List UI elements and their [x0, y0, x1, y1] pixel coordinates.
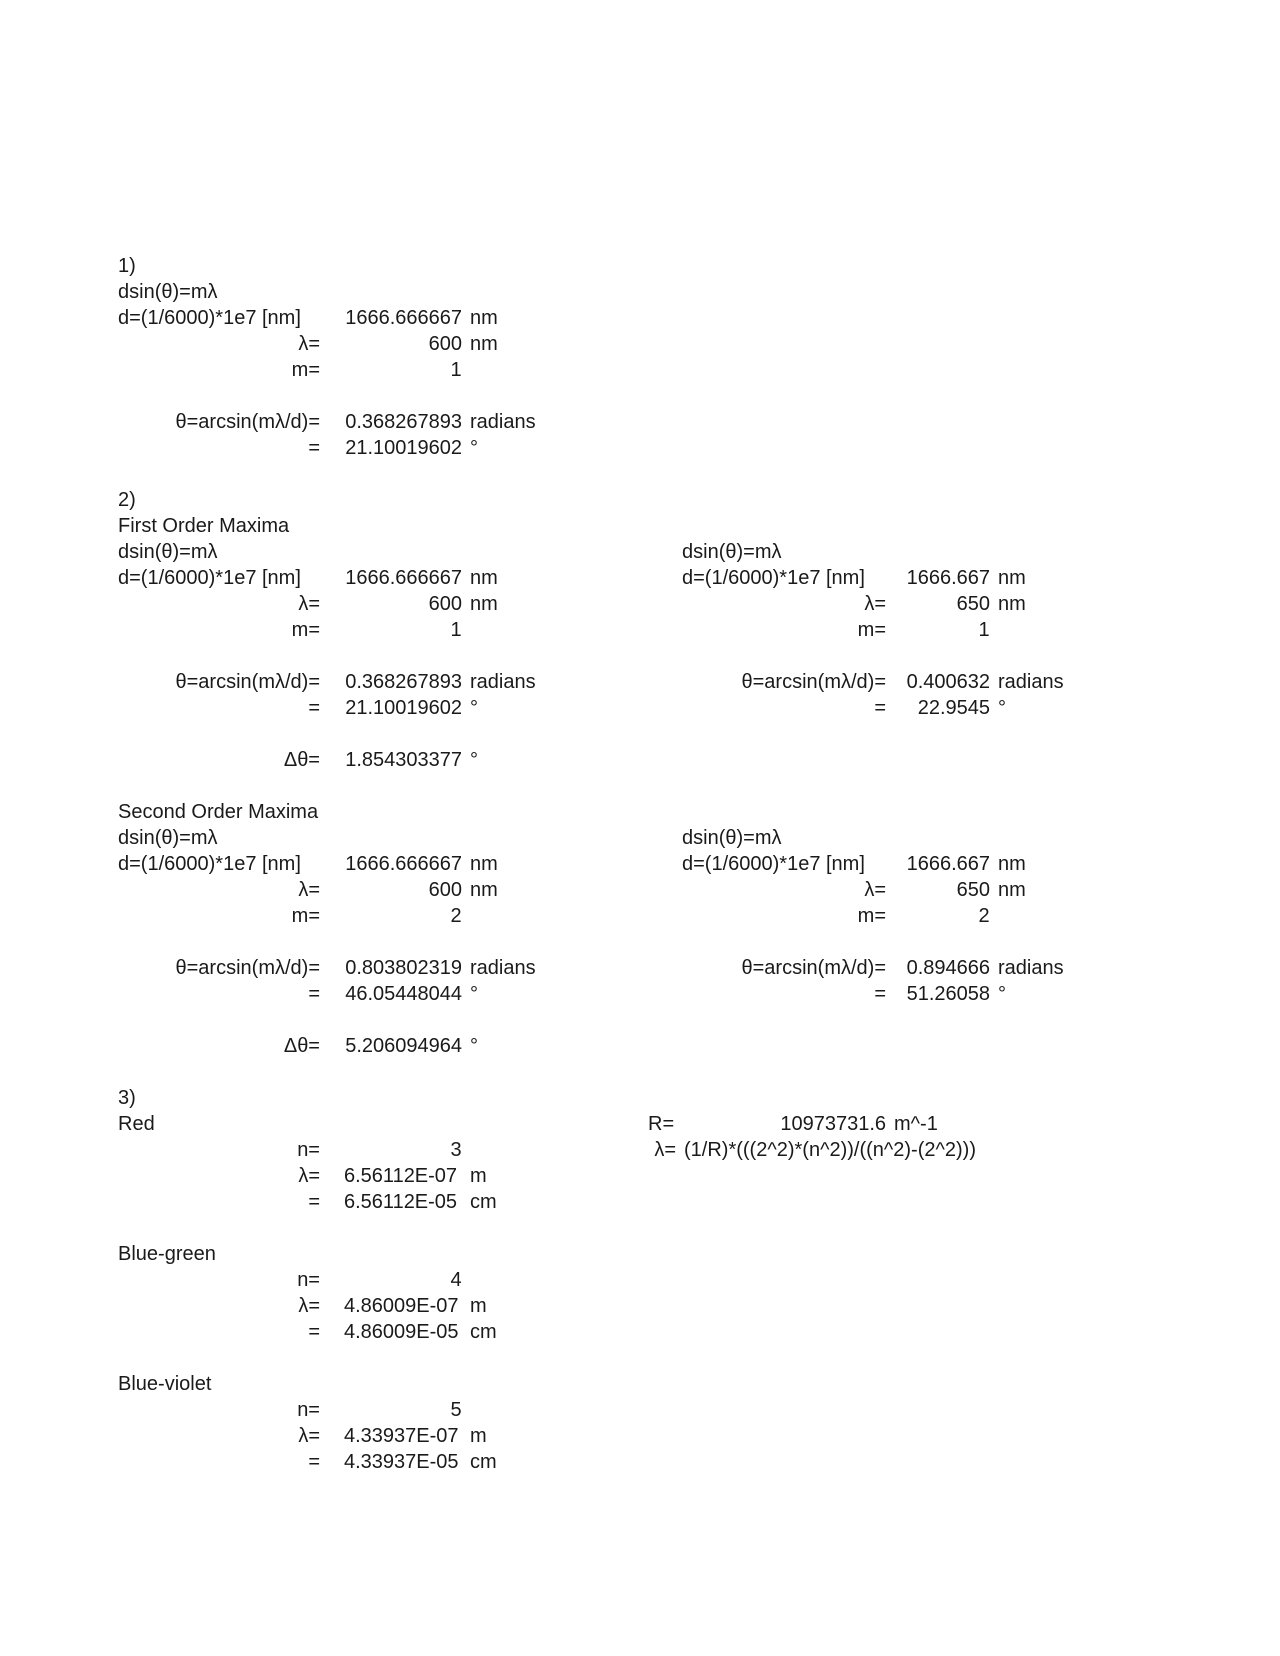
q3-unit-m: m	[470, 1295, 487, 1317]
q2-second-left-lambda-value: 600	[428, 879, 462, 901]
q2-label: 2)	[118, 489, 136, 511]
q1-lambda-value: 600	[428, 333, 462, 355]
q1-formula: dsin(θ)=mλ	[118, 281, 218, 303]
q3-R-value: 10973731.6	[780, 1113, 886, 1135]
q2-second-right-theta-label: θ=arcsin(mλ/d)=	[741, 957, 886, 979]
q2-first-left-theta-rad: 0.368267893	[345, 671, 462, 693]
q3-unit-cm: cm	[470, 1451, 497, 1473]
q2-second-right-d-unit: nm	[998, 853, 1026, 875]
q2-first-right-lambda-label: λ=	[864, 593, 886, 615]
q3-series-name: Red	[118, 1113, 155, 1135]
q2-second-right-theta-rad-unit: radians	[998, 957, 1064, 979]
q2-second-right-theta-deg: 51.26058	[906, 983, 990, 1005]
q2-second-delta-unit: °	[470, 1035, 478, 1057]
q2-second-left-theta-deg: 46.05448044	[345, 983, 462, 1005]
q2-second-left-m-label: m=	[291, 905, 320, 927]
q1-theta-label: θ=arcsin(mλ/d)=	[175, 411, 320, 433]
q2-second-heading: Second Order Maxima	[118, 801, 319, 823]
q3-lambda-formula: (1/R)*(((2^2)*(n^2))/((n^2)-(2^2)))	[684, 1139, 976, 1161]
q1-theta-rad: 0.368267893	[345, 411, 462, 433]
q2-second-delta-label: Δθ=	[283, 1035, 320, 1057]
q3-n-label: n=	[297, 1139, 320, 1161]
q2-first-left-theta-rad-unit: radians	[470, 671, 536, 693]
q2-first-right-theta-rad-unit: radians	[998, 671, 1064, 693]
q2-second-left-d-value: 1666.666667	[345, 853, 462, 875]
q2-second-right-theta-rad: 0.894666	[906, 957, 990, 979]
q2-second-left-theta-deg-unit: °	[470, 983, 478, 1005]
q2-second-left-m-value: 2	[450, 905, 462, 927]
q3-lambda-cm: 4.33937E-05	[344, 1451, 459, 1473]
q2-first-left-theta-deg-unit: °	[470, 697, 478, 719]
q1-lambda-unit: nm	[470, 333, 498, 355]
q2-first-left-lambda-label: λ=	[298, 593, 320, 615]
q2-first-right-lambda-value: 650	[956, 593, 990, 615]
q1-label: 1)	[118, 255, 136, 277]
q2-first-left-d-label: d=(1/6000)*1e7 [nm]	[118, 567, 301, 589]
q2-first-left-m-label: m=	[291, 619, 320, 641]
q2-second-delta-value: 5.206094964	[345, 1035, 462, 1057]
q2-first-delta-label: Δθ=	[283, 749, 320, 771]
q2-first-right-formula: dsin(θ)=mλ	[682, 541, 782, 563]
q2-second-left-lambda-label: λ=	[298, 879, 320, 901]
q2-first-delta-unit: °	[470, 749, 478, 771]
q3-R-unit: m^-1	[894, 1113, 938, 1135]
q3-lambda-label: λ=	[298, 1165, 320, 1187]
q2-first-right-d-label: d=(1/6000)*1e7 [nm]	[682, 567, 865, 589]
q3-eq-label: =	[308, 1191, 320, 1213]
q2-first-right-d-value: 1666.667	[906, 567, 990, 589]
q3-n-label: n=	[297, 1269, 320, 1291]
q3-n-value: 5	[450, 1399, 462, 1421]
q3-lambda-formula-label: λ=	[654, 1139, 676, 1161]
q3-unit-m: m	[470, 1165, 487, 1187]
q2-first-left-formula: dsin(θ)=mλ	[118, 541, 218, 563]
q3-n-value: 4	[450, 1269, 462, 1291]
q2-second-left-d-unit: nm	[470, 853, 498, 875]
q3-unit-m: m	[470, 1425, 487, 1447]
q3-unit-cm: cm	[470, 1321, 497, 1343]
q1-m-value: 1	[450, 359, 462, 381]
q3-series-name: Blue-violet	[118, 1373, 212, 1395]
q3-lambda-label: λ=	[298, 1295, 320, 1317]
q1-theta-deg: 21.10019602	[345, 437, 462, 459]
q2-first-right-eq-label: =	[874, 697, 886, 719]
q2-first-right-lambda-unit: nm	[998, 593, 1026, 615]
q1-theta-rad-unit: radians	[470, 411, 536, 433]
q2-first-right-theta-rad: 0.400632	[906, 671, 990, 693]
q2-second-left-lambda-unit: nm	[470, 879, 498, 901]
q1-d-label: d=(1/6000)*1e7 [nm]	[118, 307, 301, 329]
q2-first-left-d-value: 1666.666667	[345, 567, 462, 589]
q2-first-left-theta-deg: 21.10019602	[345, 697, 462, 719]
q2-second-left-eq-label: =	[308, 983, 320, 1005]
q3-label: 3)	[118, 1087, 136, 1109]
q2-second-left-theta-rad: 0.803802319	[345, 957, 462, 979]
q2-first-left-d-unit: nm	[470, 567, 498, 589]
q2-second-right-eq-label: =	[874, 983, 886, 1005]
q2-second-right-d-value: 1666.667	[906, 853, 990, 875]
q2-second-right-lambda-label: λ=	[864, 879, 886, 901]
q2-first-right-theta-deg: 22.9545	[917, 697, 990, 719]
q2-second-left-d-label: d=(1/6000)*1e7 [nm]	[118, 853, 301, 875]
q3-lambda-label: λ=	[298, 1425, 320, 1447]
q1-theta-deg-unit: °	[470, 437, 478, 459]
q3-R-label: R=	[648, 1113, 675, 1135]
q3-n-value: 3	[450, 1139, 462, 1161]
q2-first-left-eq-label: =	[308, 697, 320, 719]
q2-second-left-formula: dsin(θ)=mλ	[118, 827, 218, 849]
q1-m-label: m=	[291, 359, 320, 381]
q2-first-left-theta-label: θ=arcsin(mλ/d)=	[175, 671, 320, 693]
q2-second-right-d-label: d=(1/6000)*1e7 [nm]	[682, 853, 865, 875]
q3-unit-cm: cm	[470, 1191, 497, 1213]
q3-n-label: n=	[297, 1399, 320, 1421]
q3-eq-label: =	[308, 1321, 320, 1343]
q3-lambda-m: 4.33937E-07	[344, 1425, 459, 1447]
q2-first-right-theta-label: θ=arcsin(mλ/d)=	[741, 671, 886, 693]
q2-first-left-m-value: 1	[450, 619, 462, 641]
q2-first-heading: First Order Maxima	[118, 515, 290, 537]
q2-second-right-lambda-value: 650	[956, 879, 990, 901]
q2-first-left-lambda-unit: nm	[470, 593, 498, 615]
q2-second-right-lambda-unit: nm	[998, 879, 1026, 901]
q2-second-right-m-label: m=	[857, 905, 886, 927]
q3-lambda-cm: 4.86009E-05	[344, 1321, 459, 1343]
q1-lambda-label: λ=	[298, 333, 320, 355]
q2-second-left-theta-rad-unit: radians	[470, 957, 536, 979]
q1-d-value: 1666.666667	[345, 307, 462, 329]
q2-first-right-m-value: 1	[978, 619, 990, 641]
q2-second-left-theta-label: θ=arcsin(mλ/d)=	[175, 957, 320, 979]
q2-second-right-formula: dsin(θ)=mλ	[682, 827, 782, 849]
q1-d-unit: nm	[470, 307, 498, 329]
q2-second-right-m-value: 2	[978, 905, 990, 927]
q2-first-right-theta-deg-unit: °	[998, 697, 1006, 719]
q2-second-right-theta-deg-unit: °	[998, 983, 1006, 1005]
q3-eq-label: =	[308, 1451, 320, 1473]
q2-first-left-lambda-value: 600	[428, 593, 462, 615]
q2-first-right-d-unit: nm	[998, 567, 1026, 589]
q1-eq-label: =	[308, 437, 320, 459]
q3-lambda-cm: 6.56112E-05	[344, 1191, 458, 1213]
q3-lambda-m: 4.86009E-07	[344, 1295, 459, 1317]
q3-lambda-m: 6.56112E-07	[344, 1165, 458, 1187]
q2-first-delta-value: 1.854303377	[345, 749, 462, 771]
q2-first-right-m-label: m=	[857, 619, 886, 641]
q3-series-name: Blue-green	[118, 1243, 216, 1265]
